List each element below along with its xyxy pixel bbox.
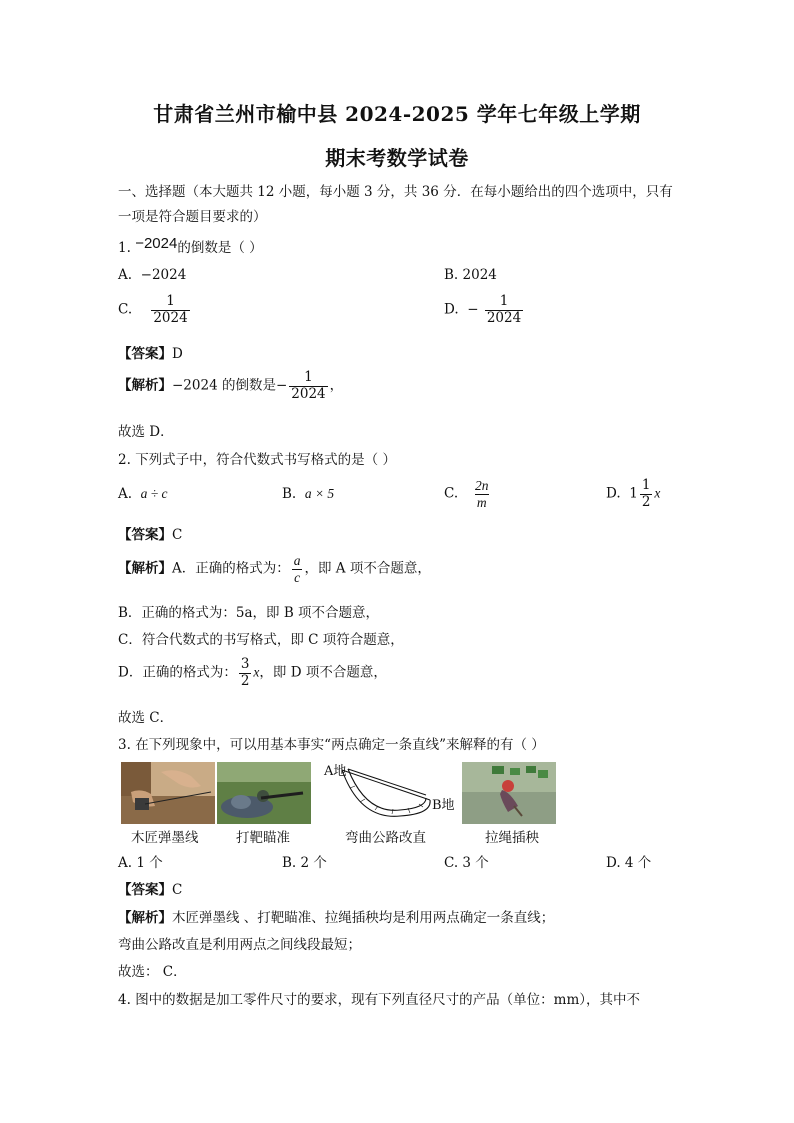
q1-option-d: D. − $\frac{1}{2024}$: [444, 293, 522, 326]
q3-option-a: A. 1 个: [118, 855, 163, 871]
q1-conclusion: 故选 D．: [118, 424, 174, 440]
q1-stem-tail: 的倒数是（ ）: [177, 240, 263, 256]
caption-carpenter: 木匠弹墨线: [131, 830, 199, 846]
caption-shooting: 打靶瞄准: [236, 830, 290, 846]
q2-option-b: B. a × 5: [282, 486, 335, 502]
caption-road: 弯曲公路改直: [345, 830, 426, 846]
section-heading: 一、选择题（本大题共 12 小题，每小题 3 分，共 36 分．在每小题给出的四个选项中，只有: [118, 184, 673, 200]
q3-option-b: B. 2 个: [282, 855, 327, 871]
q1-option-c-fraction: $\frac{1}{2024}$: [153, 293, 188, 326]
q2-analysis-a: 【解析】A．正确的格式为： $\frac{a}{c}$ ，即 A 项不合题意，: [118, 553, 431, 585]
section-heading-cont: 一项是符合题目要求的）: [118, 209, 267, 225]
q3-stem: 3. 在下列现象中，可以用基本事实“两点确定一条直线”来解释的有（ ）: [118, 737, 545, 753]
q1-option-b: B. 2024: [444, 267, 497, 283]
q2-analysis-d-fraction: $\frac{3}{2}$: [240, 656, 250, 689]
q1-option-a: A. −2024: [118, 267, 187, 283]
q2-option-c-fraction: $\frac{2n}{m}$: [475, 478, 489, 510]
q2-stem: 2. 下列式子中，符合代数式书写格式的是（ ）: [118, 452, 396, 468]
q1-analysis-fraction: $\frac{1}{2024}$: [291, 369, 326, 402]
road-label-a: A地: [324, 764, 347, 779]
page-title: 甘肃省兰州市榆中县 2024-2025 学年七年级上学期: [153, 102, 641, 126]
q3-conclusion: 故选： C．: [118, 964, 187, 980]
road-diagram: [320, 758, 460, 830]
caption-rice: 拉绳插秧: [485, 830, 539, 846]
q1-answer: 【答案】D: [118, 346, 183, 362]
q2-option-c: C. $\frac{2n}{m}$: [444, 478, 489, 510]
q4-stem: 4. 图中的数据是加工零件尺寸的要求，现有下列直径尺寸的产品（单位：mm），其中不: [118, 992, 641, 1008]
q2-option-d-fraction: $\frac{1}{2}$: [641, 477, 651, 510]
q3-option-c: C. 3 个: [444, 855, 489, 871]
shooting-photo: [217, 762, 311, 824]
q1-stem: [118, 236, 263, 256]
page-subtitle: 期末考数学试卷: [325, 146, 469, 170]
q2-conclusion: 故选 C．: [118, 710, 174, 726]
q1-expr: −2024: [135, 235, 178, 252]
q2-analysis-d: D．正确的格式为： $\frac{3}{2}$ x，即 D 项不合题意，: [118, 656, 387, 689]
q2-option-d: D. 1 $\frac{1}{2}$ x: [606, 477, 661, 510]
q2-option-a: A. a ÷ c: [118, 486, 168, 502]
q3-analysis-cont: 弯曲公路改直是利用两点之间线段最短；: [118, 937, 361, 953]
road-label-b: B地: [432, 798, 455, 813]
q3-answer: 【答案】C: [118, 882, 183, 898]
q1-option-c: C. $\frac{1}{2024}$: [118, 293, 188, 326]
q2-analysis-a-fraction: $\frac{a}{c}$: [293, 553, 301, 585]
q1-number: 1.: [118, 240, 131, 256]
q1-option-d-fraction: $\frac{1}{2024}$: [486, 293, 522, 326]
q2-answer: 【答案】C: [118, 527, 183, 543]
q2-analysis-c: C．符合代数式的书写格式，即 C 项符合题意，: [118, 632, 404, 648]
q3-option-d: D. 4 个: [606, 855, 652, 871]
q3-analysis: 【解析】木匠弹墨线 、打靶瞄准、拉绳插秧均是利用两点确定一条直线；: [118, 910, 555, 926]
carpenter-photo: [121, 762, 215, 824]
q1-analysis: 【解析】−2024 的倒数是− $\frac{1}{2024}$ ，: [118, 369, 344, 402]
rice-planting-photo: [462, 762, 556, 824]
q2-analysis-b: B．正确的格式为：5a，即 B 项不合题意，: [118, 605, 380, 621]
